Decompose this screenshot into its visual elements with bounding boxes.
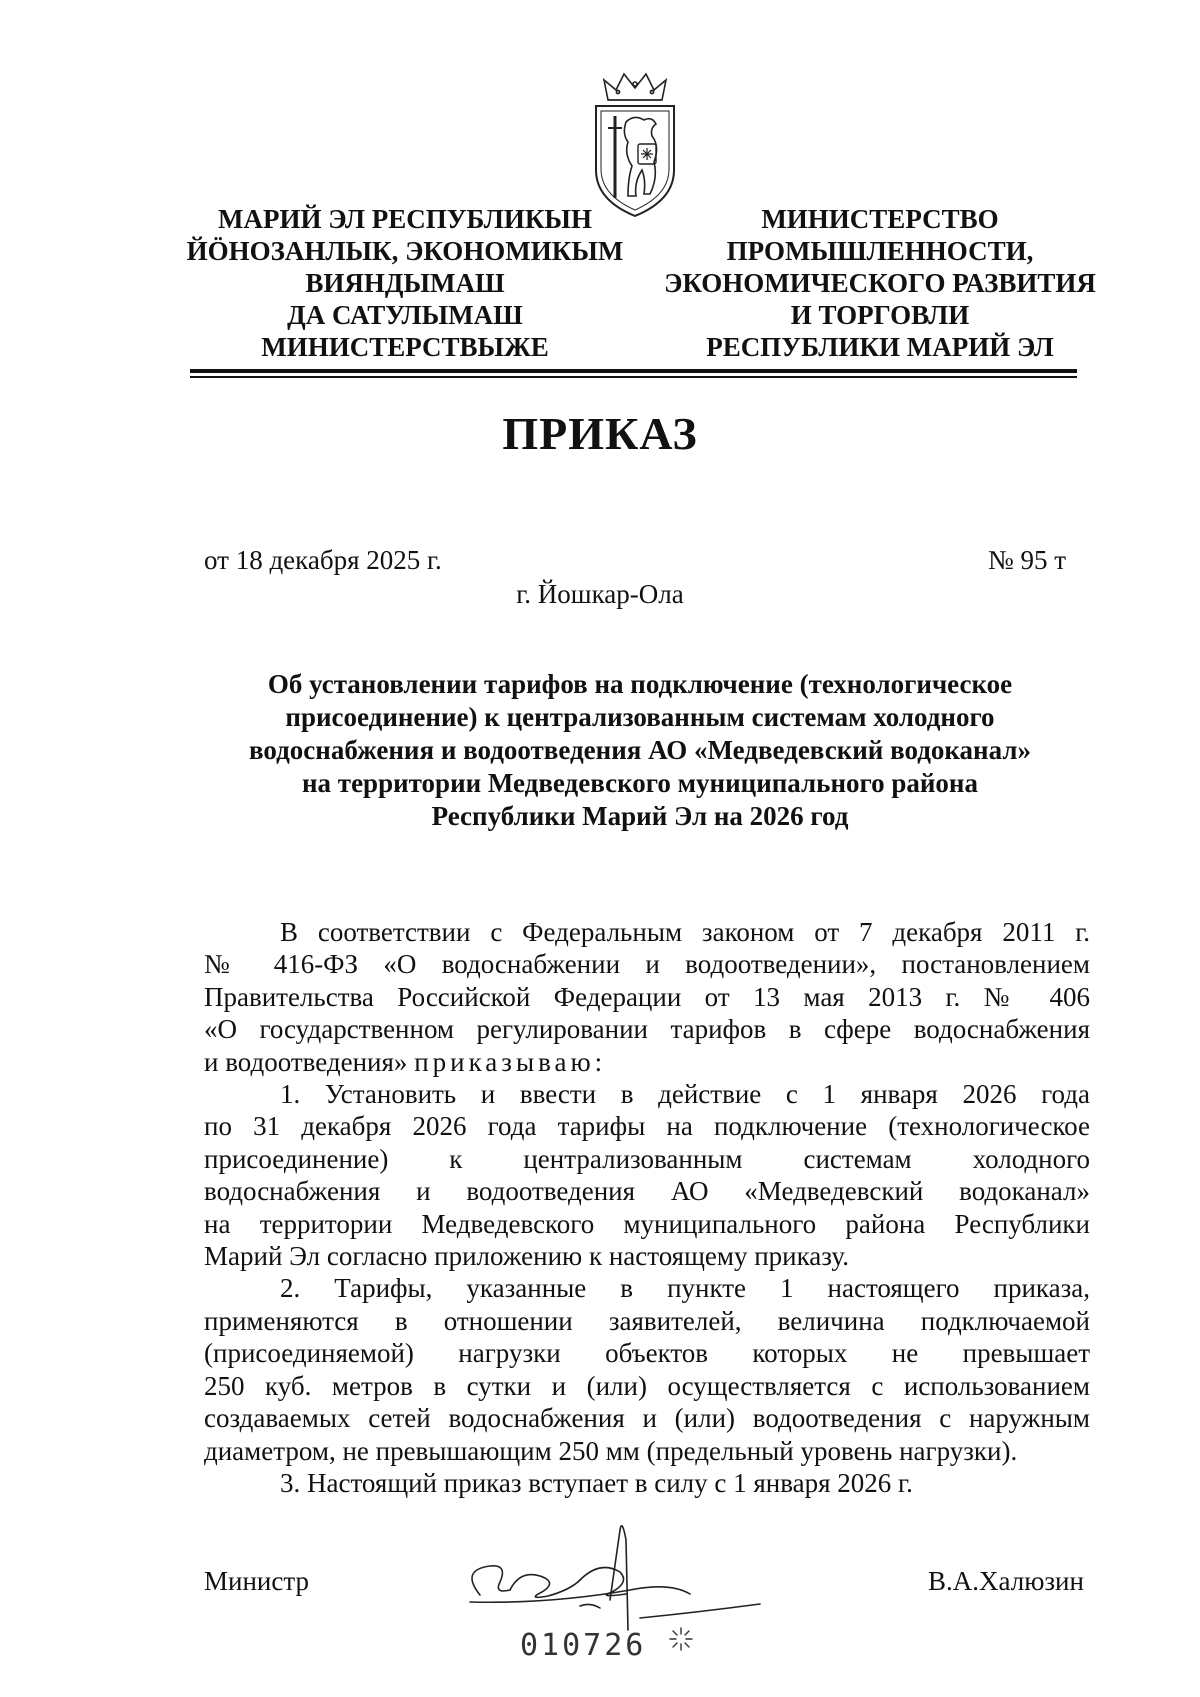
subject-line: водоснабжения и водоотведения АО «Медведевский водоканал» (249, 735, 1031, 765)
body-line: Марий Эл согласно приложению к настоящему приказу. (204, 1241, 849, 1272)
body-text: и водоотведения» (204, 1046, 408, 1077)
header-left-line: МАРИЙ ЭЛ РЕСПУБЛИКЫН (218, 204, 592, 234)
body-line: 1. Установить и ввести в действие с 1 января 2026 года (280, 1079, 1090, 1110)
document-number: № 95 т (988, 545, 1067, 575)
body-line: «О государственном регулировании тарифов в сфере водоснабжения (204, 1014, 1090, 1045)
signatory-role: Министр (204, 1566, 309, 1596)
coat-of-arms-icon (588, 70, 682, 220)
order-word: приказываю: (414, 1046, 607, 1077)
header-left-line: ЙÖНОЗАНЛЫК, ЭКОНОМИКЫМ (186, 236, 624, 266)
body-line: № 416-ФЗ «О водоснабжении и водоотведении», постановлением (204, 949, 1090, 980)
header-divider-thin (190, 376, 1077, 378)
document-title: ПРИКАЗ (502, 408, 698, 459)
header-right-line: РЕСПУБЛИКИ МАРИЙ ЭЛ (706, 332, 1054, 362)
body-line: В соответствии с Федеральным законом от 7 декабря 2011 г. (280, 917, 1090, 947)
document-subject (200, 668, 1080, 833)
header-right-line: И ТОРГОВЛИ (790, 300, 970, 330)
document-date: от 18 декабря 2025 г. (204, 545, 442, 575)
body-line: создаваемых сетей водоснабжения и (или) водоотведения с наружным (204, 1403, 1090, 1434)
body-line: 3. Настоящий приказ вступает в силу с 1 января 2026 г. (280, 1467, 913, 1498)
document-body (204, 916, 1090, 1499)
header-ministry-russian (650, 203, 1110, 363)
body-line: присоединение) к централизованным системам холодного (204, 1143, 1090, 1174)
body-line: диаметром, не превышающим 250 мм (предельный уровень нагрузки). (204, 1435, 1018, 1466)
body-line: 250 куб. метров в сутки и (или) осуществляется с использованием (204, 1370, 1090, 1401)
header-right-line: МИНИСТЕРСТВО (761, 204, 999, 234)
signatory-name: В.А.Халюзин (928, 1566, 1084, 1596)
body-line (204, 1046, 1090, 1078)
body-line: на территории Медведевского муниципального района Республики (204, 1208, 1090, 1239)
header-right-line: ПРОМЫШЛЕННОСТИ, (726, 236, 1034, 266)
registration-stamp-number: 010726 (520, 1628, 647, 1663)
body-line: применяются в отношении заявителей, величина подключаемой (204, 1305, 1090, 1336)
document-city: г. Йошкар-Ола (516, 579, 684, 609)
body-line: (присоединяемой) нагрузки объектов которых не превышает (204, 1338, 1090, 1369)
body-line: водоснабжения и водоотведения АО «Медведевский водоканал» (204, 1176, 1090, 1207)
subject-line: присоединение) к централизованным системам холодного (285, 702, 995, 732)
subject-line: Об установлении тарифов на подключение (технологическое (267, 669, 1013, 699)
header-ministry-mari (170, 203, 640, 363)
stamp-star-icon (668, 1626, 694, 1652)
subject-line: на территории Медведевского муниципального района (302, 768, 978, 798)
body-line: 2. Тарифы, указанные в пункте 1 настоящего приказа, (280, 1273, 1090, 1304)
header-left-line: ВИЯНДЫМАШ (305, 268, 505, 298)
subject-line: Республики Марий Эл на 2026 год (431, 801, 849, 831)
body-line: Правительства Российской Федерации от 13 мая 2013 г. № 406 (204, 981, 1090, 1012)
header-left-line: МИНИСТЕРСТВЫЖЕ (261, 332, 549, 362)
header-left-line: ДА САТУЛЫМАШ (287, 300, 523, 330)
header-right-line: ЭКОНОМИЧЕСКОГО РАЗВИТИЯ (664, 268, 1096, 298)
header-divider-thick (190, 369, 1077, 373)
body-line: по 31 декабря 2026 года тарифы на подключение (технологическое (204, 1111, 1090, 1142)
